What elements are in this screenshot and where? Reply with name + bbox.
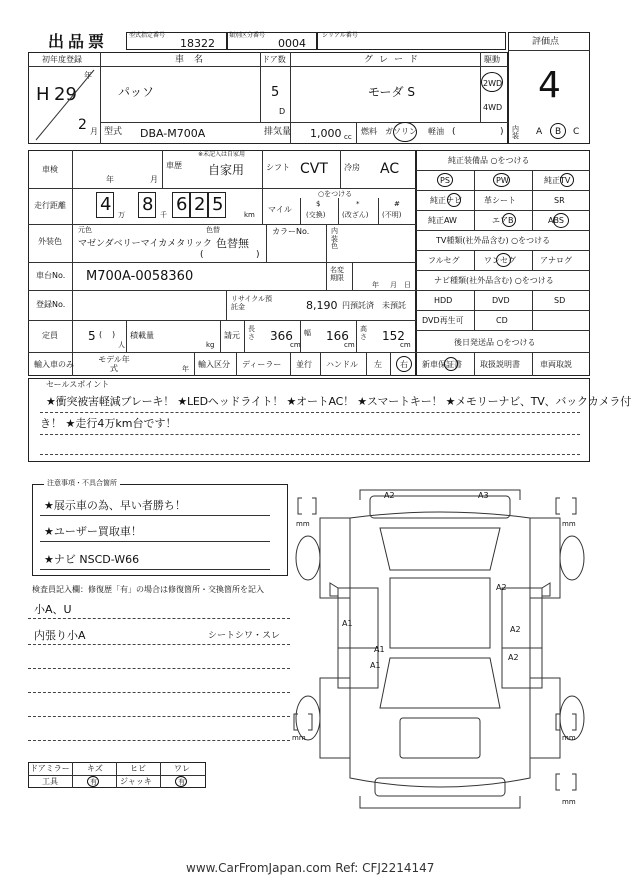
sales-points-line1: ★衝突被害軽減ブレーキ！ ★LEDヘッドライト！ ★オートAC！ ★スマートキー！ ★メモリーナビ、TV、バックカメラ付 <box>46 395 631 408</box>
fuel-circle <box>393 122 417 142</box>
handle-left: 左 <box>374 360 382 369</box>
oem-sr: SR <box>554 196 565 205</box>
mileage-digit-5: 5 <box>212 194 224 215</box>
notes-line-1: ★展示車の為、早い者勝ち！ <box>44 499 186 512</box>
later-manual: 取扱説明書 <box>480 360 520 369</box>
later-vehicle-manual: 車両取説 <box>540 360 572 369</box>
width-value: 166 <box>326 329 349 343</box>
color-change-bracket-close: ) <box>256 250 260 260</box>
type-no-value: 18322 <box>180 37 215 50</box>
load-kg: kg <box>206 341 215 349</box>
grade-eval-label: 評価点 <box>532 37 560 47</box>
title-change-nen: 年 <box>372 281 379 289</box>
diagram-mark-8: A2 <box>508 653 519 662</box>
interior-opt-a: A <box>536 127 543 137</box>
oem-airbag: エアB <box>492 216 514 225</box>
displacement-value: 1,000 <box>310 127 342 140</box>
later-header: 後日発送品 ○をつける <box>454 338 536 347</box>
oem-ps: PS <box>440 176 450 185</box>
width-cm: cm <box>344 341 355 349</box>
unknown-symbol: # <box>394 200 400 208</box>
length-value: 366 <box>270 329 293 343</box>
notes-line-3: ★ナビ NSCD-W66 <box>44 553 140 566</box>
oem-navi: 純正ナビ <box>430 196 462 205</box>
diagram-mark-6: A1 <box>374 645 385 654</box>
door-value: 5 <box>271 85 280 100</box>
legend-r-2: 有 <box>90 778 97 786</box>
tv-fullseg: フルセグ <box>428 256 460 265</box>
drive-label: 駆動 <box>484 55 500 64</box>
serial-label: シリアル番号 <box>322 32 358 39</box>
height-value: 152 <box>382 329 405 343</box>
spec-table <box>28 150 416 376</box>
legend-h-2: キズ <box>87 764 103 773</box>
notes-label: 注意事項・不具合箇所 <box>44 480 120 487</box>
handle-right: 右 <box>400 360 408 369</box>
notes-line-2: ★ユーザー買取車！ <box>44 525 142 538</box>
oem-airbag-circle <box>502 213 516 227</box>
exchange-symbol: $ <box>316 200 321 208</box>
recycle-value: 8,190 <box>306 299 338 312</box>
ac-value: AC <box>380 161 400 177</box>
fuel-label: 燃料 <box>361 127 377 136</box>
grade-label: グレード <box>364 55 425 65</box>
oil-bracket-close: ) <box>500 127 504 137</box>
capacity-bracket: ( <box>99 330 103 339</box>
tv-oneseg: ワンセグ <box>484 256 516 265</box>
class-no-label: 類別区分番号 <box>229 32 266 39</box>
interior-opt-c: C <box>573 127 580 137</box>
oil-label: 軽油 <box>428 127 444 136</box>
mileage-label: 走行距離 <box>34 201 66 210</box>
recycle-deposited: 預託済 <box>350 301 374 310</box>
mileage-man: 万 <box>118 211 125 219</box>
tv-header: TV種類(社外品含む) ○をつける <box>436 236 551 245</box>
model-label: 型式 <box>104 127 123 137</box>
capacity-label: 定員 <box>42 331 58 340</box>
ac-label: 冷房 <box>344 163 360 172</box>
request-label: 請元 <box>224 331 240 340</box>
orig-color-label: 元色 <box>78 226 92 234</box>
door-type: D <box>279 107 286 116</box>
title-change-tsuki: 月 <box>390 281 397 289</box>
class-no-value: 0004 <box>278 37 306 50</box>
oem-navi-circle <box>447 193 461 207</box>
oem-tv-circle <box>560 173 574 187</box>
first-reg-year: 29 <box>54 84 77 105</box>
oem-pw: PW <box>496 176 509 185</box>
legend-h-4: ワレ <box>174 764 190 773</box>
legend-r-3: ジャッキ <box>120 777 152 786</box>
mileage-sen: 千 <box>160 211 167 219</box>
first-reg-label: 初年度登録 <box>42 55 82 64</box>
mm-spare: mm <box>562 798 576 806</box>
capacity-value: 5 <box>88 329 96 343</box>
nav-hdd: HDD <box>434 296 453 305</box>
height-label: 高さ <box>360 325 367 341</box>
type-no-label: 型式指定番号 <box>129 32 166 39</box>
nav-dvd: DVD <box>492 296 510 305</box>
mileage-digit-3: 6 <box>176 194 188 215</box>
first-reg-month: 2 <box>78 117 87 133</box>
displacement-cc: cc <box>344 133 352 141</box>
later-warranty: 新車保証書 <box>422 360 462 369</box>
legend-r-1: 工具 <box>42 777 58 786</box>
legend-r-4-circle <box>175 776 187 787</box>
car-name-label: 車名 <box>175 55 214 65</box>
import-type-label: 輸入区分 <box>198 360 230 369</box>
drive-2wd-circle <box>481 72 503 92</box>
diagram-mark-2: A3 <box>478 491 489 500</box>
oem-leather: 革シート <box>484 196 516 205</box>
diagram-mark-7: A1 <box>370 661 381 670</box>
usage-label: 車歴 <box>166 161 182 170</box>
import-label: 輸入車のみ <box>34 360 74 369</box>
interior-color-label: 内装色 <box>331 227 338 251</box>
oem-abs: ABS <box>548 216 564 225</box>
oem-pw-circle <box>493 173 510 187</box>
color-change-label: 色替 <box>206 226 220 234</box>
tv-oneseg-circle <box>496 253 511 267</box>
fuel-value: ガソリン <box>385 127 417 136</box>
oem-aw: 純正AW <box>428 216 457 225</box>
first-reg-era: H <box>36 84 50 105</box>
mm-fr: mm <box>562 520 576 528</box>
import-dealer: ディーラー <box>242 360 282 369</box>
oil-bracket-open: ( <box>452 127 456 137</box>
usage-note: ※未記入は自家用 <box>198 151 246 158</box>
car-name-value: パッソ <box>118 85 155 99</box>
reg-no-label: 登録No. <box>36 300 66 309</box>
tv-analog: アナログ <box>540 256 572 265</box>
first-reg-slash <box>28 66 100 144</box>
capacity-bracket-close: ) <box>112 330 116 339</box>
inspection-tsuki: 月 <box>150 175 158 184</box>
inspection-label: 車検 <box>42 165 58 174</box>
diagram-mark-1: A2 <box>384 491 395 500</box>
sales-points-label: セールスポイント <box>46 380 110 389</box>
legend-r-2-circle <box>87 776 99 787</box>
handle-right-circle <box>396 356 412 372</box>
nav-cd: CD <box>496 316 508 325</box>
chassis-value: M700A-0058360 <box>86 269 194 284</box>
diagram-mark-5: A2 <box>510 625 521 634</box>
oem-abs-circle <box>553 213 569 228</box>
mileage-km: km <box>244 211 255 219</box>
height-cm: cm <box>400 341 411 349</box>
mileage-digit-2: 8 <box>142 194 154 215</box>
footer-watermark: www.CarFromJapan.com Ref: CFJ2214147 <box>186 861 435 875</box>
first-reg-year-unit: 年 <box>84 71 92 80</box>
color-change-bracket-open: ( <box>200 250 204 260</box>
model-year-label: モデル年式 <box>98 355 130 373</box>
displacement-label: 排気量 <box>264 127 292 137</box>
length-label: 長さ <box>248 325 255 341</box>
legend-h-3: ヒビ <box>130 764 146 773</box>
length-cm: cm <box>290 341 301 349</box>
form-title: 出品票 <box>48 32 109 51</box>
inspector-label: 検査員記入欄：修復歴「有」の場合は修復箇所・交換箇所を記入 <box>32 585 264 594</box>
car-damage-diagram <box>290 478 590 814</box>
unknown-label: (不明) <box>382 211 402 219</box>
wheel-fr <box>560 536 584 580</box>
legend-h-1: ドアミラー <box>30 764 70 773</box>
load-label: 積載量 <box>130 331 154 340</box>
later-warranty-circle <box>444 357 458 371</box>
shift-value: CVT <box>300 161 328 177</box>
mm-rl: mm <box>292 734 306 742</box>
handle-label: ハンドル <box>326 360 358 369</box>
exchange-label: (交換) <box>306 211 326 219</box>
interior-b-circle <box>550 123 566 139</box>
interior-opt-b: B <box>555 127 562 137</box>
oem-header: 純正装備品 ○をつける <box>448 156 530 165</box>
recycle-not: 未預託 <box>382 301 406 310</box>
wheel-fl <box>296 536 320 580</box>
chassis-label: 車台No. <box>36 271 66 280</box>
usage-value: 自家用 <box>208 163 245 177</box>
nav-sd: SD <box>554 296 566 305</box>
mileage-circle-note: ○をつける <box>318 190 353 198</box>
mm-rr: mm <box>562 734 576 742</box>
interior-label: 内装 <box>512 125 519 140</box>
color-change-value: 色替無 <box>216 237 249 250</box>
oem-tv: 純正TV <box>544 176 571 185</box>
inspector-line-2-right: シートシワ・スレ <box>208 631 281 641</box>
drive-2wd: 2WD <box>483 79 503 88</box>
nav-header: ナビ種類(社外品含む) ○をつける <box>434 276 554 285</box>
inspection-nen: 年 <box>106 175 114 184</box>
title-change-hi: 日 <box>404 281 411 289</box>
capacity-unit: 人 <box>118 341 125 349</box>
sales-points-line2: き！ ★走行4万km台です！ <box>40 417 177 430</box>
first-reg-month-unit: 月 <box>90 127 98 136</box>
inspector-line-2: 内張り小A <box>34 629 86 642</box>
door-label: ドア数 <box>262 55 286 64</box>
recycle-label: リサイクル預託金 <box>231 295 273 312</box>
width-label: 幅 <box>304 329 311 337</box>
recycle-unit: 円 <box>342 301 350 310</box>
mile-label: マイル <box>268 205 292 214</box>
inspector-line-1: 小A、U <box>34 603 72 616</box>
mm-fl: mm <box>296 520 310 528</box>
legend-r-4: 有 <box>178 778 185 786</box>
tampered-label: (改ざん) <box>342 211 369 219</box>
title-change-label: 名変期限 <box>330 266 344 283</box>
mileage-digit-4: 2 <box>194 194 206 215</box>
orig-color-value: マゼンダベリーマイカメタリック <box>78 239 212 249</box>
diagram-mark-4: A1 <box>342 619 353 628</box>
model-year-nen: 年 <box>182 365 189 373</box>
color-no-label: カラーNo. <box>272 227 310 236</box>
color-label: 外装色 <box>38 237 62 246</box>
model-value: DBA-M700A <box>140 127 206 140</box>
drive-4wd: 4WD <box>483 103 503 112</box>
import-parallel: 並行 <box>296 360 312 369</box>
tampered-symbol: * <box>356 200 360 208</box>
shift-label: シフト <box>266 163 290 172</box>
nav-dvd-play: DVD再生可 <box>422 316 464 325</box>
diagram-mark-3: A2 <box>496 583 507 592</box>
grade-value: モーダ S <box>368 85 415 99</box>
mileage-digit-1: 4 <box>100 194 112 215</box>
grade-eval-value: 4 <box>538 65 561 106</box>
oem-ps-circle <box>437 173 453 187</box>
